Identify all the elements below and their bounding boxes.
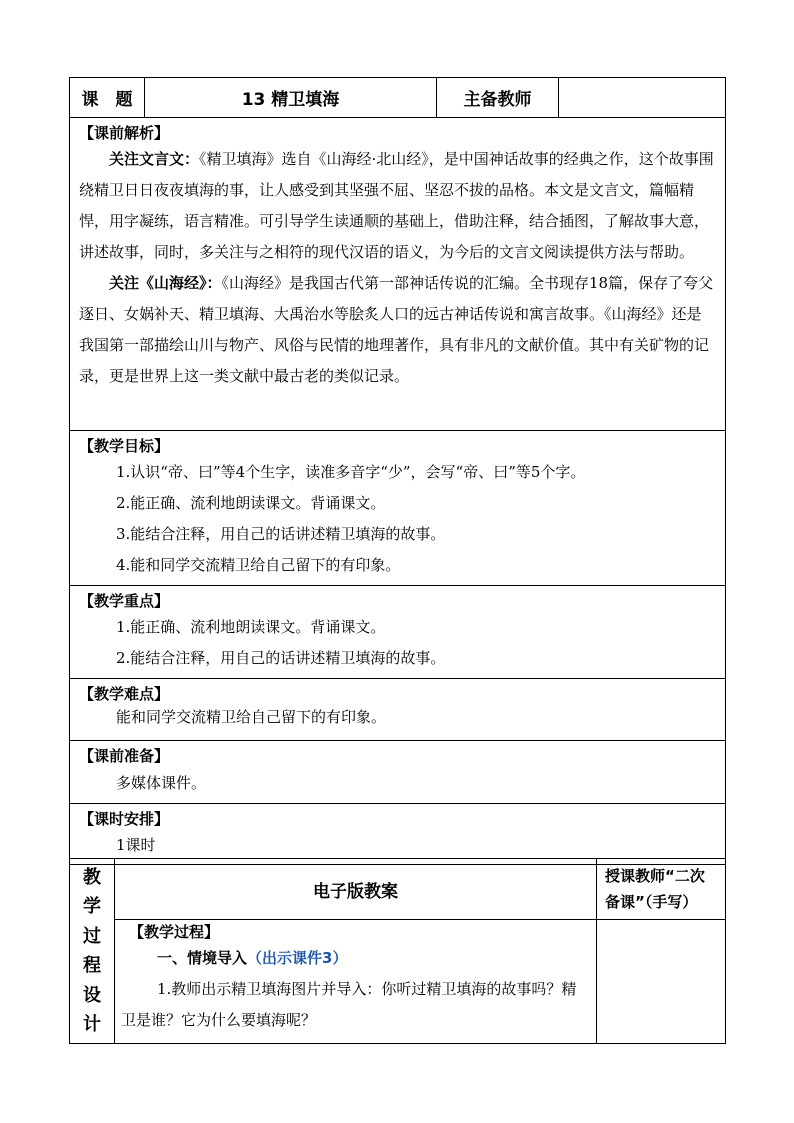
handwritten-notes-area[interactable] [597, 920, 726, 1044]
step1-text: 1.教师出示精卫填海图片并导入：你听过精卫填海的故事吗？精卫是谁？它为什么要填海呢？ [121, 980, 577, 1029]
topic-label: 课 题 [70, 78, 145, 118]
goal-item: 3.能结合注释，用自己的话讲述精卫填海的故事。 [116, 525, 446, 543]
teacher-value [559, 78, 726, 118]
goals-heading: 【教学目标】 [79, 437, 170, 455]
goal-item: 2.能正确、流利地朗读课文。背诵课文。 [116, 494, 386, 512]
preparation-heading: 【课前准备】 [79, 747, 170, 765]
side-label-char: 过 [83, 925, 101, 947]
plan-body [115, 920, 597, 1044]
pre-class-analysis [70, 118, 726, 431]
goal-item: 1.认识“帝、曰”等4个生字，读准多音字“少”，会写“帝、曰”等5个字。 [116, 463, 586, 481]
side-label-char: 教 [83, 866, 101, 888]
goal-item: 4.能和同学交流精卫给自己留下的有印象。 [116, 556, 401, 574]
teaching-key-points [70, 586, 726, 679]
analysis-p1-lead: 关注文言文： [109, 150, 200, 168]
schedule-heading: 【课时安排】 [79, 810, 170, 828]
key-point-item: 2.能结合注释，用自己的话讲述精卫填海的故事。 [116, 649, 446, 667]
pre-class-preparation [70, 741, 726, 804]
difficulties-text: 能和同学交流精卫给自己留下的有印象。 [116, 708, 387, 726]
note-header [597, 859, 726, 920]
teaching-difficulties [70, 679, 726, 741]
step1-title: 一、情境导入 [157, 949, 248, 967]
analysis-p1-text: 《精卫填海》选自《山海经·北山经》，是中国神话故事的经典之作，这个故事围绕精卫日日夜夜填海的事，让人感受到其坚强不屈、坚忍不拔的品格。本文是文言文，篇幅精悍，用字凝练，语言精准。可引导学生读通顺的基础上，借助注释，结合插图，了解故事大意，讲述故事，同时，多关注与之相符的现代汉语的语义，为今后的文言文阅读提供方法与帮助。 [79, 150, 714, 261]
analysis-p2-text: 《山海经》是我国古代第一部神话传说的汇编。全书现存18篇，保存了夸父逐日、女娲补天、精卫填海、大禹治水等脍炙人口的远古神话传说和寓言故事。《山海经》还是我国第一部描绘山川与物产、风俗与民情的地理著作，具有非凡的文献价值。其中有关矿物的记录，更是世界上这一类文献中最古老的类似记录。 [79, 274, 714, 385]
step1-line [121, 942, 590, 974]
side-label-char: 程 [83, 955, 101, 976]
analysis-heading: 【课前解析】 [79, 124, 170, 142]
teacher-label: 主备教师 [437, 78, 559, 118]
analysis-paragraph-1 [79, 144, 716, 268]
note-header-line1: 授课教师“二次 [605, 867, 705, 885]
side-label-char: 学 [83, 896, 101, 917]
teaching-design-table [69, 858, 726, 1044]
lesson-plan-table [69, 77, 726, 865]
analysis-paragraph-2 [79, 268, 716, 392]
topic-value: 13 精卫填海 [145, 78, 437, 118]
preparation-text: 多媒体课件。 [116, 774, 207, 792]
teaching-process-label [70, 859, 115, 1044]
teaching-goals [70, 431, 726, 586]
key-point-item: 1.能正确、流利地朗读课文。背诵课文。 [116, 618, 386, 636]
analysis-p2-lead: 关注《山海经》： [109, 274, 222, 292]
process-heading: 【教学过程】 [129, 923, 220, 941]
key-points-heading: 【教学重点】 [79, 592, 170, 610]
difficulties-heading: 【教学难点】 [79, 685, 170, 703]
side-label-char: 设 [83, 984, 101, 1006]
plan-header: 电子版教案 [115, 859, 597, 920]
class-schedule [70, 804, 726, 865]
step1-tag: （出示课件3） [247, 949, 348, 967]
schedule-text: 1课时 [116, 836, 156, 854]
note-header-line2: 备课”（手写） [605, 893, 698, 911]
side-label-char: 计 [83, 1014, 101, 1035]
